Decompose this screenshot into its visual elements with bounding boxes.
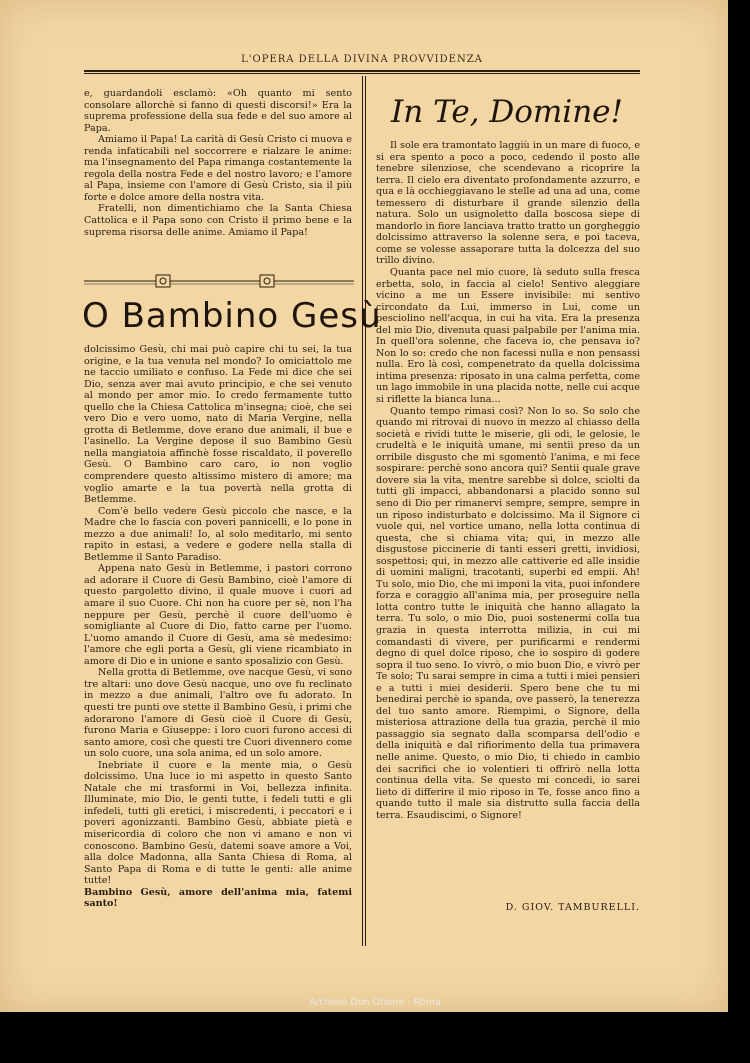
paragraph: Amiamo il Papa! La carità di Gesù Cristo ci muova e renda infaticabili nel soccorrere e rialzare le anime: ma l'insegnamento del Papa rimanga costantemente la regola della nostra Fede e del nostro lavoro; e l'amore al Papa, insieme con l'amore di Gesù Cristo, sia il più forte e dolce amore della nostra vita. [84,134,352,203]
article-body-domine [376,140,640,821]
article-title-domine: In Te, Domine! [391,94,623,130]
author-signature: D. GIOV. TAMBURELLI. [505,902,640,913]
paragraph: Fratelli, non dimentichiamo che la Santa Chiesa Cattolica e il Papa sono con Cristo il primo bene e la suprema risorsa delle anime. Amiamo il Papa! [84,203,352,238]
ornament-divider [84,274,354,288]
article-title-bambino: O Bambino Gesù [82,296,382,336]
paragraph: Il sole era tramontato laggiù in un mare di fuoco, e si era spento a poco a poco, cedendo il posto alle tenebre silenziose, che scendevano a ricoprire la terra. Il cielo era diventato profondamente azzurro, e qua e là occhieggiavano le stelle ad una ad una, come temessero di disturbare il grande silenzio della natura. Solo un usignoletto dalla boscosa siepe di mandorlo in fiore lanciava tratto tratto un gorgheggio dolcissimo attraverso la solenne sera, e poi taceva, come se volesse assaporare tutta la dolcezza del suo trillo divino. [376,140,640,267]
paragraph: Inebriate il cuore e la mente mia, o Gesù dolcissimo. Una luce io mi aspetto in questo Santo Natale che mi trasformi in Voi, bellezza infinita. Illuminate, mio Dio, le genti tutte, i fedeli tutti e gli infedeli, tutti gli eretici, i miscredenti, i peccatori e i poveri agonizzanti. Bambino Gesù, abbiate pietà e misericordia di coloro che non vi amano e non vi conoscono. Bambino Gesù, datemi soave amore a Voi, alla dolce Madonna, alla Santa Chiesa di Roma, al Santo Papa di Roma e di tutte le genti: alle anime tutte! [84,759,352,887]
paragraph: Nella grotta di Betlemme, ove nacque Gesù, vi sono tre altari: uno dove Gesù nacque, uno ove fu reclinato in mezzo a due animali, l'altro ove fu adorato. In questi tre punti ove stette il Bambino Gesù, i primi che adorarono l'amore di Gesù cioè il Cuore di Gesù, furono Maria e Giuseppe: i loro cuori furono accesi di santo amore, così che questi tre Cuori divennero come un solo cuore, una sola anima, ed un solo amore. [84,667,352,760]
running-header: L'OPERA DELLA DIVINA PROVVIDENZA [241,54,483,65]
header-rule [84,70,640,72]
article-body-bambino [84,344,352,910]
paragraph: Quanto tempo rimasi così? Non lo so. So solo che quando mi ritrovai di nuovo in mezzo al chiasso della società e rividi tutte le miserie, gli odi, le gelosie, le crudeltà e le iniquità umane, mi sentii preso da un orribile disgusto che mi sgomentò l'anima, e mi fece sospirare: perchè sono ancora qui? Sentii quale grave dovere sia la vita, mentre sarebbe sì dolce, sciolti da tutti gli impacci, abbandonarsi a placido sonno sul seno di Dio per rimanervi sempre, sempre, sempre in un riposo indisturbato e dolcissimo. Ma il Signore ci vuole qui, nel vortice umano, nella lotta continua di questa, che si chiama vita; qui, in mezzo alle disgustose piccinerie di tanti esseri gretti, invidiosi, sospettosi; qui, in mezzo alle cattiverie ed alle insidie di uomini maligni, tracotanti, superbi ed empii. Ah! Tu solo, mio Dio, che mi imponi la vita, puoi infondere forza e coraggio all'anima mia, per proseguire nella lotta contro tutte le iniquità che hanno allagato la terra. Tu solo, o mio Dio, puoi sostenermi colla tua grazia in questa interrotta milizia, in cui mi comandasti di vivere, per purificarmi e rendermi degno di quel dolce riposo, che io sospiro di godere sopra il tuo seno. Io vivrò, o mio buon Dio, e vivrò per Te solo; Tu sarai sempre in cima a tutti i miei pensieri e a tutti i miei desiderii. Spero bene che tu mi benedirai perchè io spanda, ove passerò, la tenerezza del tuo santo amore. Riempimi, o Signore, della misteriosa attrazione della tua grazia, perchè il mio passaggio sia segnato dalla scomparsa dell'odio e della iniquità e dal rifiorimento della tua primavera nelle anime. Questo, o mio Dio, ti chiedo in cambio dei sacrifici che io volentieri ti offrirò nella lotta continua della vita. Se questo mi concedi, io sarei lieto di differire il mio riposo in Te, fosse anco fino a quando tutto il male sia distrutto sulla faccia della terra. Esaudiscimi, o Signore! [376,405,640,821]
paragraph: Appena nato Gesù in Betlemme, i pastori corrono ad adorare il Cuore di Gesù Bambino, cioè l'amore di questo pargoletto divino, il quale muove i cuori ad amare il suo Cuore. Chi non ha cuore per sè, non l'ha neppure per Gesù, perchè il cuore dell'uomo è somigliante al Cuore di Dio, fatto carne per l'uomo. L'uomo amando il Cuore di Gesù, ama sè medesimo: l'amore che egli porta a Gesù, gli viene ricambiato in amore di Dio e in unione e santo sposalizio con Gesù. [84,563,352,667]
paragraph: dolcissimo Gesù, chi mai può capire chi tu sei, la tua origine, e la tua venuta nel mondo? Io omiciattolo me ne taccio umiliato e confuso. La Fede mi dice che sei Dio, senza aver mai avuto principio, e che sei venuto al mondo per amor mio. Io credo fermamente tutto quello che la Chiesa Cattolica m'insegna; cioè, che sei vero Dio e vero uomo, nato di Maria Vergine, nella grotta di Betlemme, dove erano due animali, il bue e l'asinello. La Vergine depose il suo Bambino Gesù nella mangiatoia affinchè fosse riscaldato, il poverello Gesù. O Bambino caro caro, io non voglio comprendere questo altissimo mistero di amore; ma voglio amarte e la tua povertà nella grotta di Betlemme. [84,344,352,506]
header-rule-thin [84,73,640,74]
paragraph: Com'è bello vedere Gesù piccolo che nasce, e la Madre che lo fascia con poveri pannicelli, e lo pone in mezzo a due animali! Io, al solo meditarlo, mi sento rapito in estasi, a vedere e godere nella stalla di Betlemme il Santo Paradiso. [84,505,352,563]
closing-line: Bambino Gesù, amore dell'anima mia, fatemi santo! [84,886,352,910]
previous-article-end [84,88,352,238]
column-divider [362,76,363,946]
archive-credit: Archivio Don Orione - Roma [309,997,441,1008]
paragraph: Quanta pace nel mio cuore, là seduto sulla fresca erbetta, solo, in faccia al cielo! Sentivo aleggiare vicino a me un Essere invisibile: mi sentivo circondato da Lui, immerso in Lui, come un pesciolino nell'acqua, in cui ha vita. Era la presenza del mio Dio, divenuta quasi palpabile per l'anima mia. In quell'ora solenne, che faceva io, che pensava io? Non lo so: credo che non facessi nulla e non pensassi nulla. Ero là così, compenetrato da quella dolcissima intima presenza: riposato in una calma perfetta, come un lago immobile in una placida notte, nelle cui acque si riflette la bianca luna... [376,267,640,406]
column-divider-thin [365,76,366,946]
paragraph: e, guardandoli esclamò: «Oh quanto mi sento consolare allorchè si fanno di questi discorsi!» Era la suprema professione della sua fede e del suo amore al Papa. [84,88,352,134]
